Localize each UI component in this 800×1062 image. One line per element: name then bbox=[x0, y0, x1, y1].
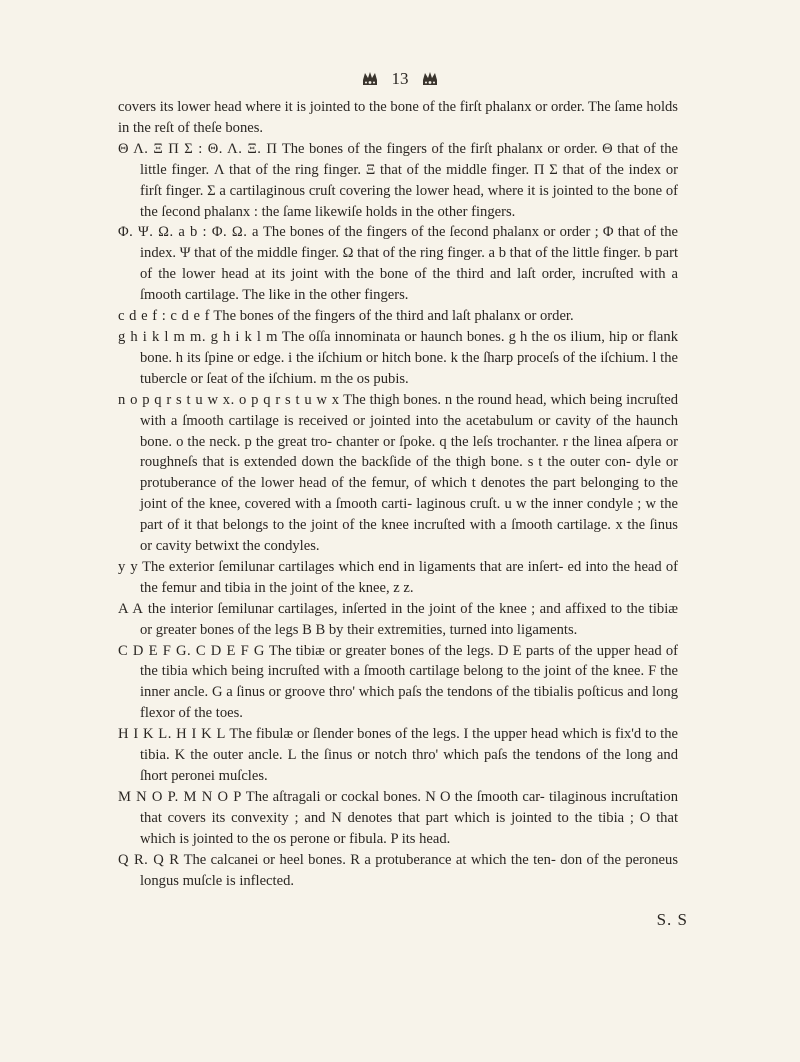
paragraph-tibiae bbox=[118, 641, 678, 725]
paragraph-text: The fibulæ or ſlender bones of the legs. I the upper head which is fix'd to the tibia. K the outer ancle. L the ſinus or notch thro' which paſs the tendons of the long and ſhort peronei muſcles. bbox=[140, 726, 678, 784]
paragraph-lead: g h i k l m m. g h i k l m bbox=[118, 328, 278, 345]
paragraph-fibulae bbox=[118, 724, 678, 787]
page-header bbox=[0, 68, 800, 89]
paragraph-text: The calcanei or heel bones. R a protuberance at which the ten- don of the peroneus longus muſcle is inflected. bbox=[140, 851, 679, 889]
paragraph-lead: C D E F G. C D E F G bbox=[118, 642, 265, 659]
crown-ornament-right-icon bbox=[419, 70, 441, 88]
paragraph-text: the interior ſemilunar cartilages, inſerted in the joint of the knee ; and affixed to the tibiæ or greater bones of the legs B B by their extremities, turned into ligaments. bbox=[140, 600, 678, 638]
paragraph-text: The thigh bones. n the round head, which being incruſted with a ſmooth cartilage is received or jointed into the acetabulum or cavity of the haunch bone. o the neck. p the great tro- chanter or ſpoke. q the leſs trochanter. r the linea aſpera or roughneſs that is extended down the backſide of the thigh bone. s t the outer con- dyle or protuberance of the lower head of the femur, of which t denotes the part belonging to the joint of the knee, covered with a ſmooth carti- laginous cruſt. u w the inner condyle ; w the part of it that belongs to the joint of the knee incruſted with a ſmooth cartilage. x the ſinus or cavity betwixt the condyles. bbox=[140, 391, 678, 555]
paragraph-continuation bbox=[118, 97, 678, 139]
paragraph-lead: y y bbox=[118, 558, 139, 575]
paragraph-interior-cartilages bbox=[118, 599, 678, 641]
paragraph-lead: Φ. Ψ. Ω. a b : Φ. Ω. a bbox=[118, 224, 260, 241]
page-number: 13 bbox=[391, 69, 409, 89]
paragraph-text: The exterior ſemilunar cartilages which end in ligaments that are inſert- ed into the head of the femur and tibia in the joint of the knee, z z. bbox=[138, 558, 678, 596]
paragraph-lead: Θ Λ. Ξ Π Σ : Θ. Λ. Ξ. Π bbox=[118, 140, 278, 157]
paragraph-lead: Q R. Q R bbox=[118, 851, 180, 868]
paragraph-text: The aſtragali or cockal bones. N O the ſmooth car- tilaginous incruſtation that covers its convexity ; and N denotes that part which is jointed to the tibia ; O that which is jointed to the os perone or fibula. P its head. bbox=[140, 788, 678, 847]
paragraph-text: covers its lower head where it is jointed to the bone of the firſt phalanx or order. The ſame holds in the reſt of theſe bones. bbox=[118, 99, 678, 136]
paragraph-lead: c d e f : c d e f bbox=[118, 308, 210, 325]
crown-ornament-left-icon bbox=[359, 70, 381, 88]
text-body bbox=[118, 97, 678, 891]
paragraph-lead: M N O P. M N O P bbox=[118, 788, 242, 805]
paragraph-calcanei bbox=[118, 850, 678, 892]
paragraph-text: The bones of the fingers of the ſecond phalanx or order ; Φ that of the index. Ψ that of the middle finger. Ω that of the ring finger. a b that of the little finger. b part of the lower head at its joint with the bone of the third and laſt order, incruſted with a ſmooth cartilage. The like in the other fingers. bbox=[140, 224, 678, 304]
catchword: S. S bbox=[656, 910, 688, 929]
paragraph-lead: n o p q r s t u w x. o p q r s t u w x bbox=[118, 391, 340, 408]
paragraph-text: The tibiæ or greater bones of the legs. D E parts of the upper head of the tibia which being incruſted with a ſmooth cartilage belong to the joint of the knee. F the inner ancle. G a ſinus or groove thro' which paſs the tendons of the tibialis poſticus and long flexor of the toes. bbox=[140, 642, 678, 722]
paragraph-finger-bones-third bbox=[118, 306, 678, 327]
paragraph-text: The oſſa innominata or haunch bones. g h the os ilium, hip or flank bone. h its ſpine or edge. i the iſchium or hitch bone. k the ſharp proceſs of the iſchium. l the tubercle or ſeat of the iſchium. m the os pubis. bbox=[140, 328, 678, 387]
paragraph-text: The bones of the fingers of the third and laſt phalanx or order. bbox=[209, 308, 574, 325]
paragraph-finger-bones-first bbox=[118, 139, 678, 223]
paragraph-astragali bbox=[118, 787, 678, 850]
paragraph-haunch-bones bbox=[118, 327, 678, 390]
paragraph-text: The bones of the fingers of the firſt phalanx or order. Θ that of the little finger. Λ that of the ring finger. Ξ that of the middle finger. Π Σ that of the index or firſt finger. Σ a cartilaginous cruſt covering the lower head, where it is jointed to the bone of the ſecond phalanx : the ſame likewiſe holds in the other fingers. bbox=[140, 140, 678, 220]
paragraph-lead: A A bbox=[118, 600, 144, 617]
paragraph-exterior-cartilages bbox=[118, 557, 678, 599]
paragraph-lead: H I K L. H I K L bbox=[118, 726, 226, 743]
paragraph-finger-bones-second bbox=[118, 222, 678, 306]
paragraph-thigh-bones bbox=[118, 390, 678, 557]
